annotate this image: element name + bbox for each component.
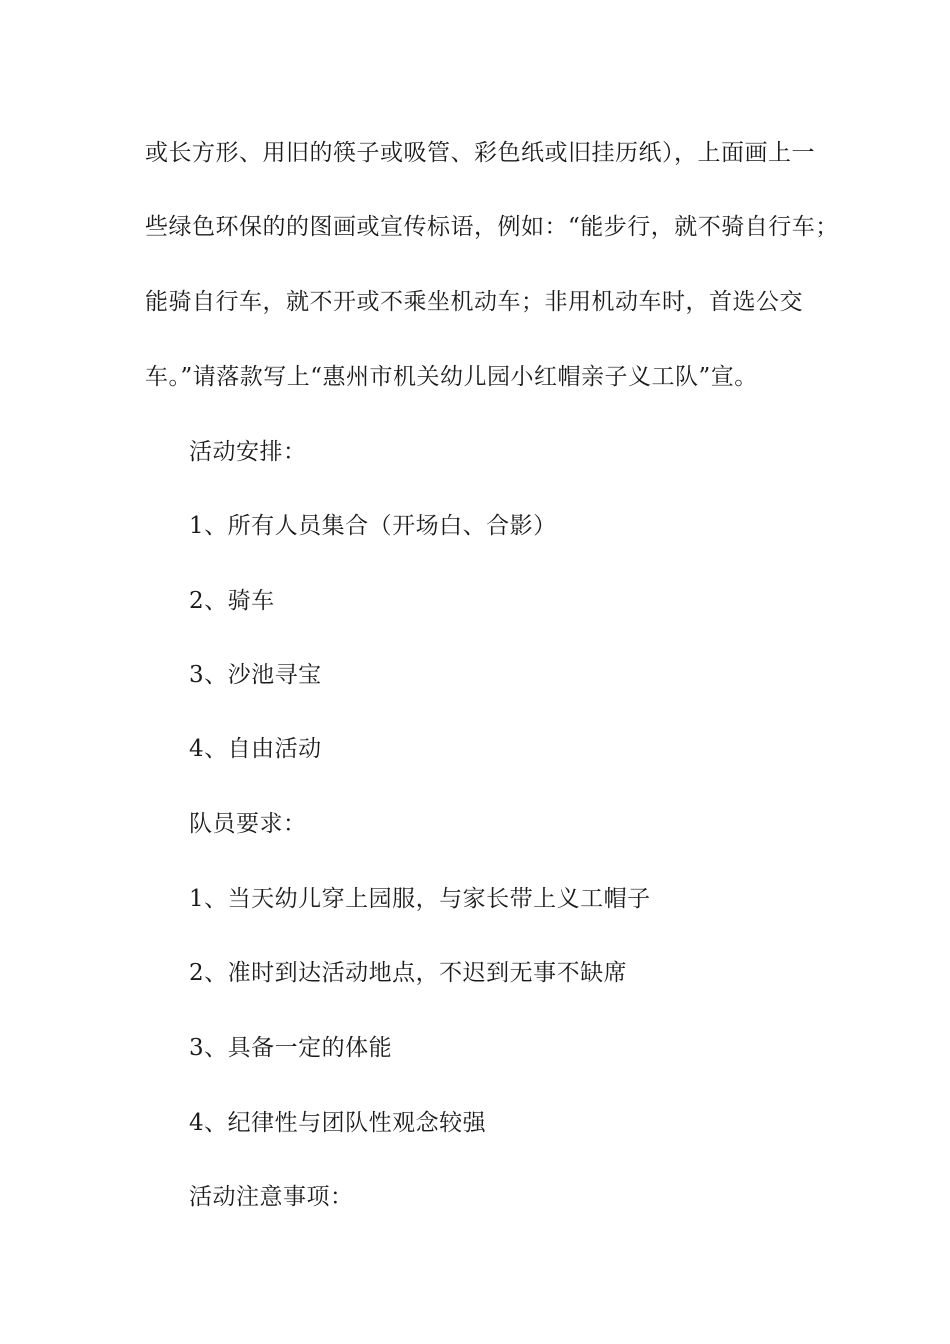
member-item: 4、纪律性与团队性观念较强 [189, 1110, 487, 1136]
paragraph-line: 能骑自行车，就不开或不乘坐机动车；非用机动车时，首选公交 [145, 289, 803, 315]
member-item: 1、当天幼儿穿上园服，与家长带上义工帽子 [189, 886, 651, 912]
activity-item: 4、自由活动 [189, 736, 322, 762]
paragraph-line: 些绿色环保的的图画或宣传标语，例如：“能步行，就不骑自行车； [145, 214, 839, 240]
activity-item: 2、骑车 [189, 588, 275, 614]
paragraph-line: 车。”请落款写上“惠州市机关幼儿园小红帽亲子义工队”宣。 [145, 364, 758, 390]
activity-item: 3、沙池寻宝 [189, 662, 322, 688]
member-item: 2、准时到达活动地点，不迟到无事不缺席 [189, 960, 628, 986]
notes-heading: 活动注意事项： [189, 1184, 354, 1210]
activity-item: 1、所有人员集合（开场白、合影） [189, 513, 557, 539]
activity-heading: 活动安排： [189, 439, 307, 465]
paragraph-line: 或长方形、用旧的筷子或吸管、彩色纸或旧挂历纸），上面画上一 [145, 140, 815, 166]
member-heading: 队员要求： [189, 811, 307, 837]
member-item: 3、具备一定的体能 [189, 1035, 393, 1061]
